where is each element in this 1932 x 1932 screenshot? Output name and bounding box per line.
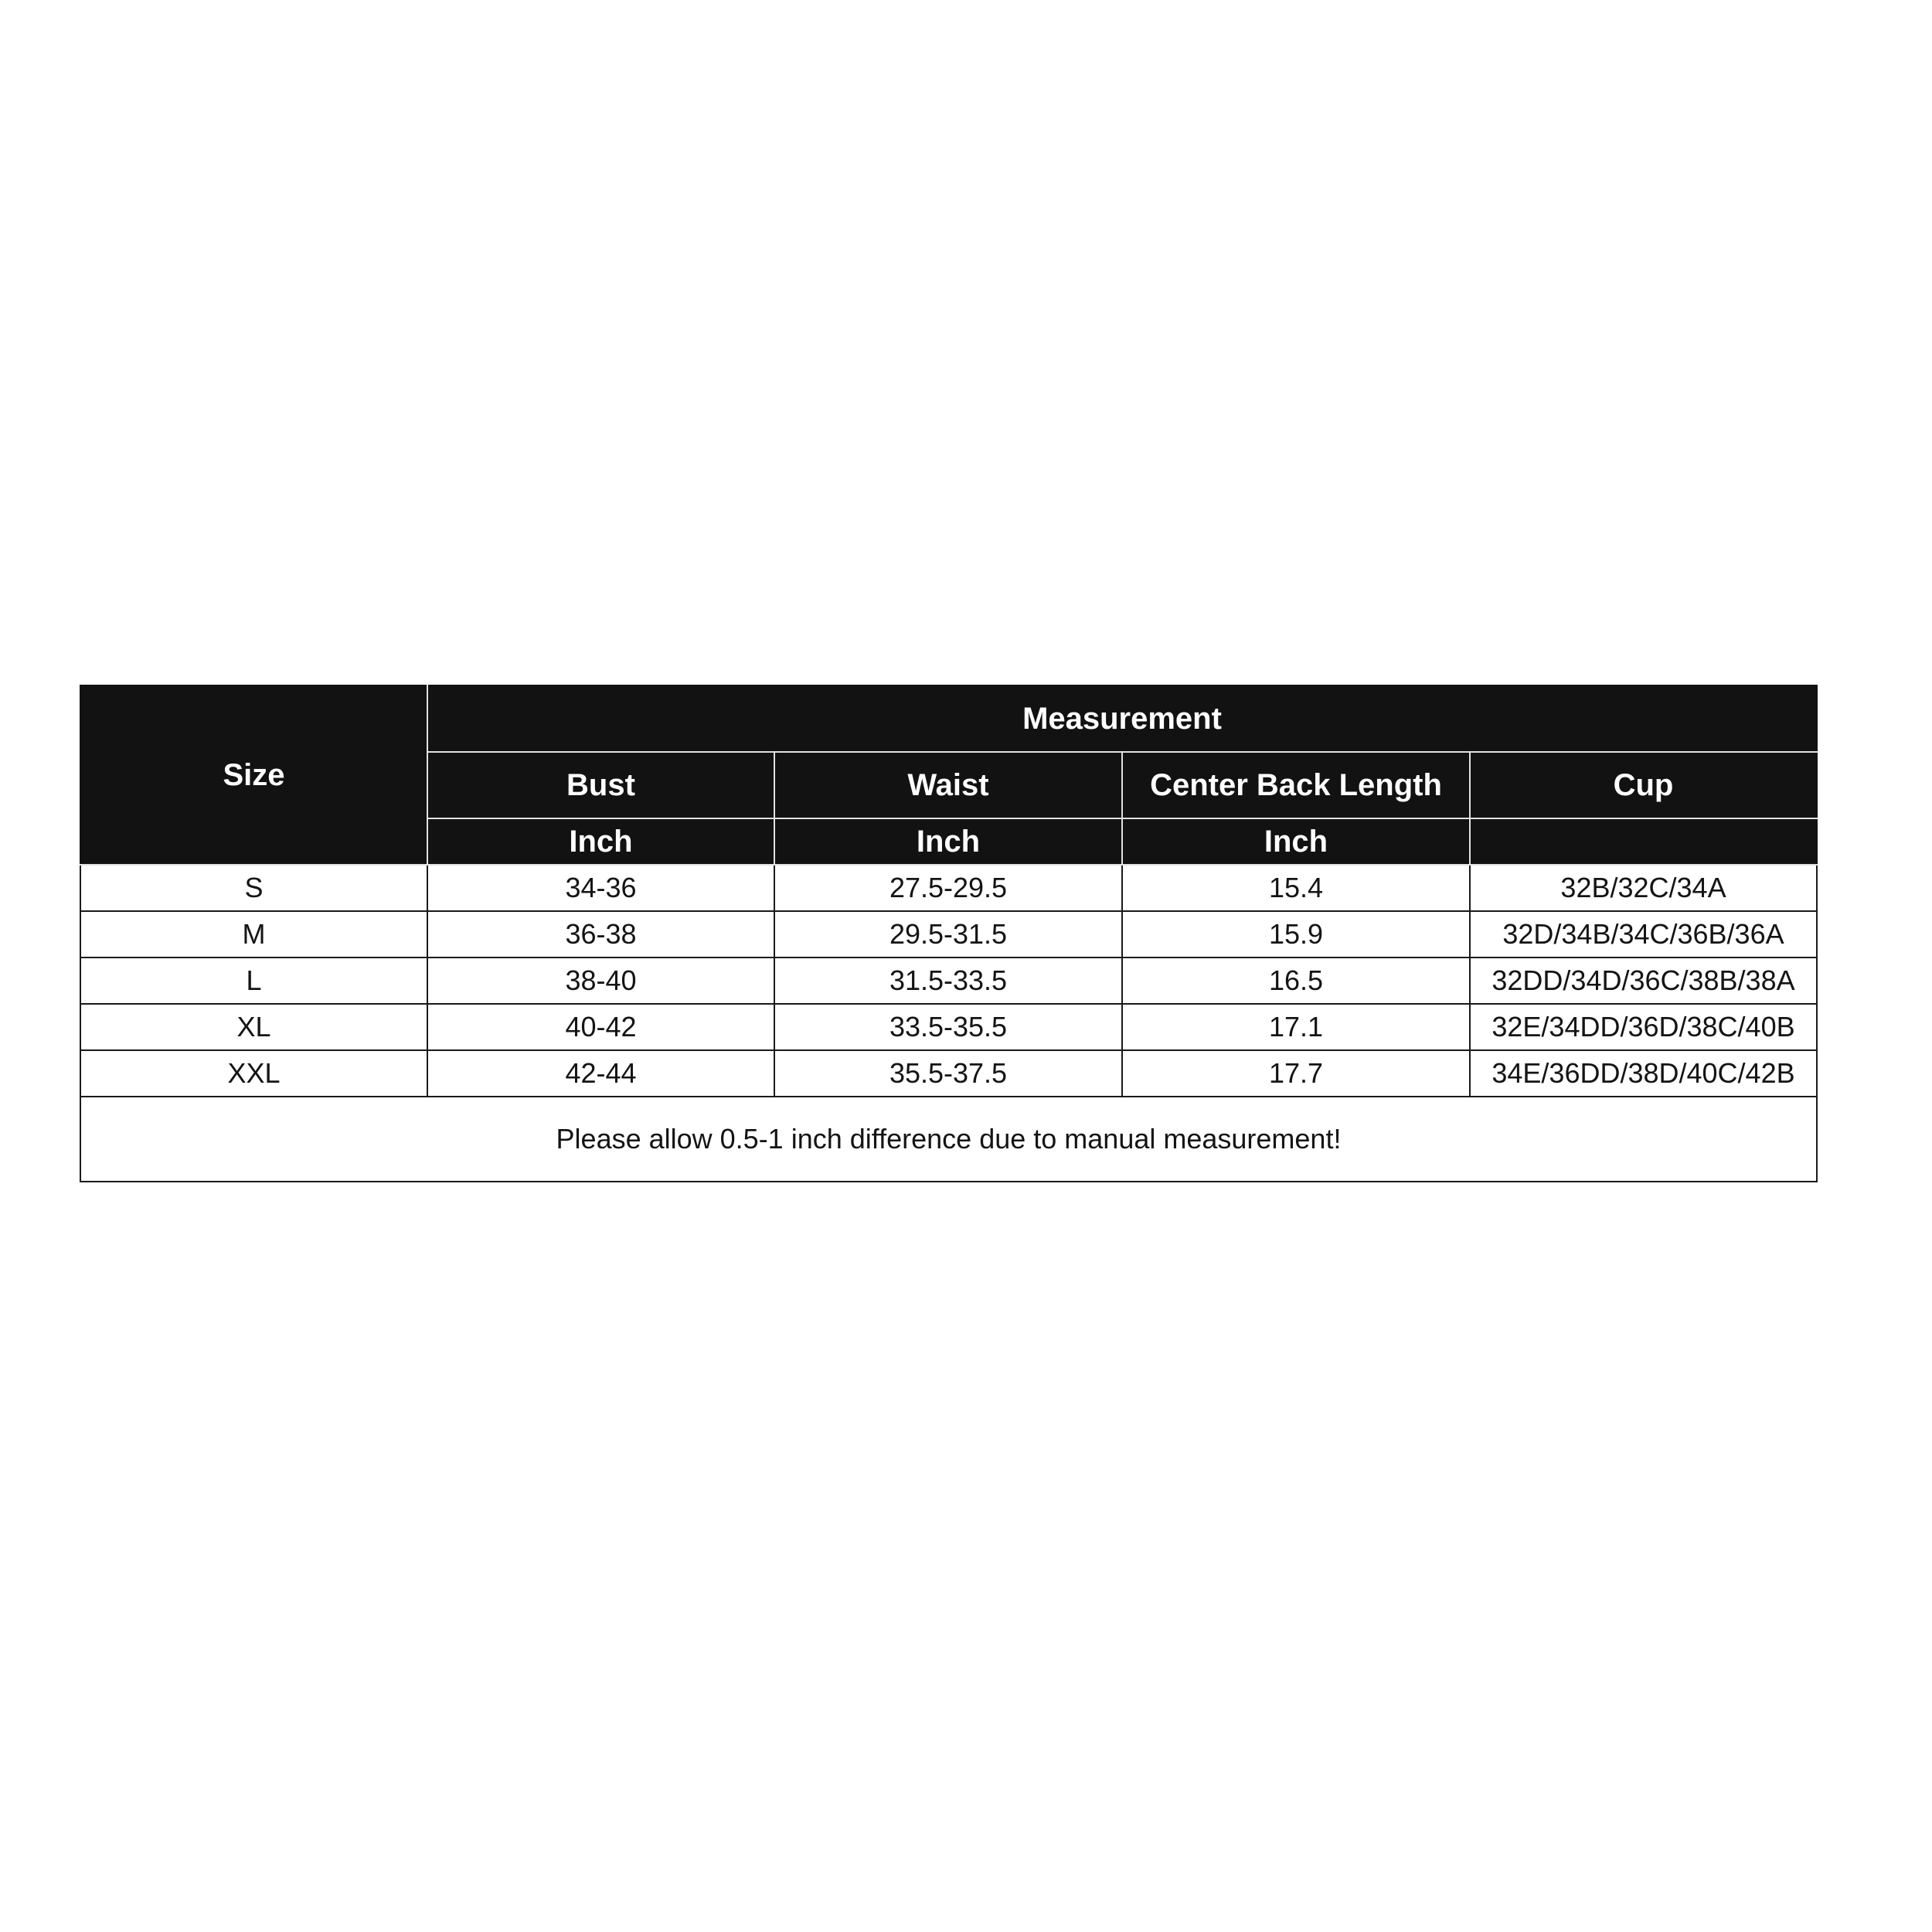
waist-cell: 29.5-31.5: [774, 911, 1122, 957]
bust-cell: 34-36: [427, 865, 774, 911]
center-back-length-cell: 17.7: [1122, 1050, 1470, 1097]
waist-header: Waist: [774, 752, 1122, 818]
size-chart-table: [80, 685, 1818, 1182]
table-row: [80, 957, 1817, 1004]
bust-cell: 40-42: [427, 1004, 774, 1050]
bust-cell: 42-44: [427, 1050, 774, 1097]
center-back-length-cell: 15.4: [1122, 865, 1470, 911]
size-cell: S: [80, 865, 427, 911]
header-row-measurement: [80, 685, 1817, 752]
cup-header: Cup: [1470, 752, 1817, 818]
table-row: [80, 911, 1817, 957]
note-row: [80, 1097, 1817, 1182]
center-back-length-cell: 16.5: [1122, 957, 1470, 1004]
measurement-note: Please allow 0.5-1 inch difference due to manual measurement!: [80, 1097, 1817, 1182]
cup-unit: [1470, 818, 1817, 865]
bust-cell: 38-40: [427, 957, 774, 1004]
waist-unit: Inch: [774, 818, 1122, 865]
waist-cell: 27.5-29.5: [774, 865, 1122, 911]
cup-cell: 32D/34B/34C/36B/36A: [1470, 911, 1817, 957]
size-cell: XXL: [80, 1050, 427, 1097]
center-back-length-cell: 15.9: [1122, 911, 1470, 957]
cup-cell: 34E/36DD/38D/40C/42B: [1470, 1050, 1817, 1097]
bust-unit: Inch: [427, 818, 774, 865]
cup-cell: 32DD/34D/36C/38B/38A: [1470, 957, 1817, 1004]
measurement-header: Measurement: [427, 685, 1817, 752]
waist-cell: 31.5-33.5: [774, 957, 1122, 1004]
size-cell: XL: [80, 1004, 427, 1050]
size-cell: M: [80, 911, 427, 957]
waist-cell: 35.5-37.5: [774, 1050, 1122, 1097]
waist-cell: 33.5-35.5: [774, 1004, 1122, 1050]
center-back-length-unit: Inch: [1122, 818, 1470, 865]
center-back-length-cell: 17.1: [1122, 1004, 1470, 1050]
cup-cell: 32B/32C/34A: [1470, 865, 1817, 911]
center-back-length-header: Center Back Length: [1122, 752, 1470, 818]
bust-header: Bust: [427, 752, 774, 818]
table-row: [80, 865, 1817, 911]
cup-cell: 32E/34DD/36D/38C/40B: [1470, 1004, 1817, 1050]
table-row: [80, 1004, 1817, 1050]
bust-cell: 36-38: [427, 911, 774, 957]
size-cell: L: [80, 957, 427, 1004]
table-row: [80, 1050, 1817, 1097]
size-header: Size: [80, 685, 427, 865]
